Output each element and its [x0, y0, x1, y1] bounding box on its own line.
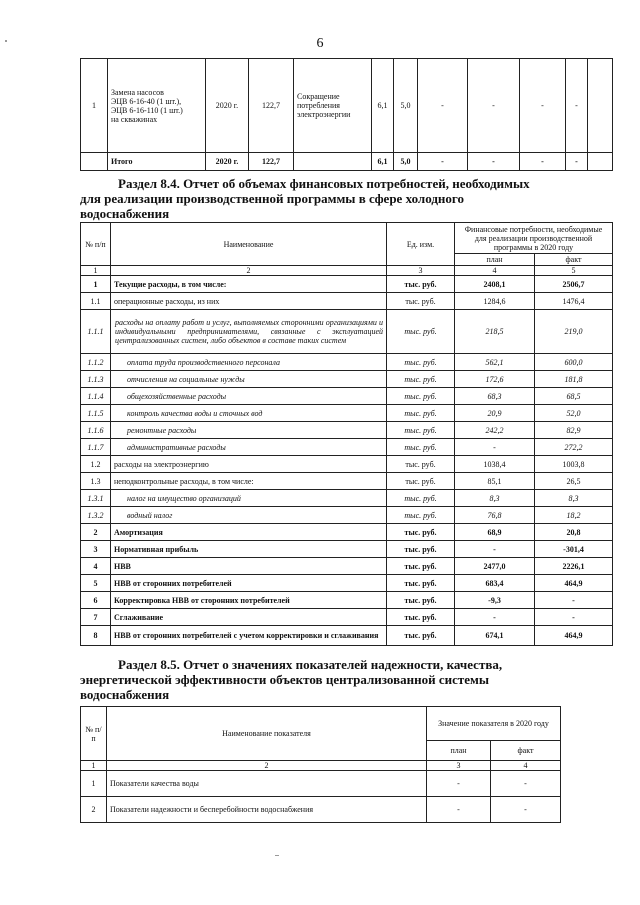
- row-num: 7: [81, 609, 111, 626]
- plan-value: -: [427, 797, 491, 823]
- dash-3: -: [520, 59, 566, 153]
- plan-value: -: [427, 771, 491, 797]
- col-number: 1: [81, 761, 107, 771]
- table-row: [81, 797, 561, 823]
- plan-value: 683,4: [455, 575, 535, 592]
- plan-value: 85,1: [455, 473, 535, 490]
- col-number: 1: [81, 266, 111, 276]
- row-unit: тыс. руб.: [387, 405, 455, 422]
- scan-mark: [275, 855, 279, 856]
- table-row: [81, 507, 613, 524]
- row-unit: тыс. руб.: [387, 310, 455, 354]
- row-unit: тыс. руб.: [387, 524, 455, 541]
- plan-value: 20,9: [455, 405, 535, 422]
- plan-value: 218,5: [455, 310, 535, 354]
- row-name: неподконтрольные расходы, в том числе:: [111, 473, 387, 490]
- plan-value: 172,6: [455, 371, 535, 388]
- row-unit: тыс. руб.: [387, 276, 455, 293]
- indicator-name: Показатели качества воды: [107, 771, 427, 797]
- row-num: 1.1.5: [81, 405, 111, 422]
- table-row: [81, 592, 613, 609]
- row-name: отчисления на социальные нужды: [111, 371, 387, 388]
- total-v2: 5,0: [394, 153, 418, 171]
- row-name: Амортизация: [111, 524, 387, 541]
- table-row: [81, 541, 613, 558]
- header-name: Наименование показателя: [107, 707, 427, 761]
- row-name: контроль качества воды и сточных вод: [111, 405, 387, 422]
- row-name: оплата труда производственного персонала: [111, 354, 387, 371]
- header-plan: план: [427, 741, 491, 761]
- row-name: налог на имущество организаций: [111, 490, 387, 507]
- col-number: 3: [427, 761, 491, 771]
- row-name: расходы на электроэнергию: [111, 456, 387, 473]
- table-row: [81, 293, 613, 310]
- fact-value: 219,0: [535, 310, 613, 354]
- row-unit: тыс. руб.: [387, 354, 455, 371]
- table-row: [81, 558, 613, 575]
- table-row: [81, 456, 613, 473]
- plan-value: 674,1: [455, 626, 535, 646]
- empty-cell: [81, 153, 108, 171]
- table-row: [81, 276, 613, 293]
- table-row: [81, 771, 561, 797]
- table-row: [81, 490, 613, 507]
- row-num: 1.1.1: [81, 310, 111, 354]
- total-amount: 122,7: [249, 153, 294, 171]
- row-name: административные расходы: [111, 439, 387, 456]
- row-unit: тыс. руб.: [387, 609, 455, 626]
- fact-value: 8,3: [535, 490, 613, 507]
- table-row: [81, 371, 613, 388]
- fact-value: 26,5: [535, 473, 613, 490]
- row-unit: тыс. руб.: [387, 388, 455, 405]
- plan-value: -9,3: [455, 592, 535, 609]
- table-row: [81, 388, 613, 405]
- row-unit: тыс. руб.: [387, 592, 455, 609]
- dash-4: -: [566, 59, 588, 153]
- table-row: [81, 473, 613, 490]
- col-number: 2: [111, 266, 387, 276]
- row-unit: тыс. руб.: [387, 541, 455, 558]
- row-num: 6: [81, 592, 111, 609]
- row-num: 1.3.2: [81, 507, 111, 524]
- investment-table: [80, 58, 613, 171]
- column-numbers-row: [81, 761, 561, 771]
- fact-value: 2506,7: [535, 276, 613, 293]
- plan-value: 562,1: [455, 354, 535, 371]
- row-num: 8: [81, 626, 111, 646]
- row-num: 5: [81, 575, 111, 592]
- fact-value: -: [535, 592, 613, 609]
- table-row: [81, 524, 613, 541]
- row-unit: тыс. руб.: [387, 371, 455, 388]
- row-unit: тыс. руб.: [387, 293, 455, 310]
- plan-value: -: [455, 609, 535, 626]
- fact-value: 1476,4: [535, 293, 613, 310]
- row-name: операционные расходы, из них: [111, 293, 387, 310]
- section-8-4-title: Раздел 8.4. Отчет об объемах финансовых потребностей, необходимых для реализации производственной программы в сфере холодного водоснабжения: [80, 176, 530, 221]
- plan-value: 76,8: [455, 507, 535, 524]
- row-name: ремонтные расходы: [111, 422, 387, 439]
- plan-value: 2477,0: [455, 558, 535, 575]
- col-number: 4: [491, 761, 561, 771]
- financial-needs-table: [80, 222, 613, 646]
- row-name: НВВ: [111, 558, 387, 575]
- empty-cell: [588, 59, 613, 153]
- col-number: 2: [107, 761, 427, 771]
- fact-value: -: [535, 609, 613, 626]
- total-label: Итого: [108, 153, 206, 171]
- row-num: 1.1.4: [81, 388, 111, 405]
- row-num: 1.1: [81, 293, 111, 310]
- total-d1: -: [418, 153, 468, 171]
- fact-value: 181,8: [535, 371, 613, 388]
- table-body: [81, 276, 613, 646]
- row-unit: тыс. руб.: [387, 558, 455, 575]
- page-number: 6: [316, 36, 324, 51]
- table-row: [81, 405, 613, 422]
- fact-value: 272,2: [535, 439, 613, 456]
- indicator-name: Показатели надежности и бесперебойности водоснабжения: [107, 797, 427, 823]
- row-name: Сглаживание: [111, 609, 387, 626]
- plan-value: 68,3: [455, 388, 535, 405]
- fact-value: 20,8: [535, 524, 613, 541]
- row-num: 1.3: [81, 473, 111, 490]
- row-num: 1.2: [81, 456, 111, 473]
- row-unit: тыс. руб.: [387, 439, 455, 456]
- row-unit: тыс. руб.: [387, 473, 455, 490]
- table-row: [81, 609, 613, 626]
- fact-value: -301,4: [535, 541, 613, 558]
- row-num: 1.1.7: [81, 439, 111, 456]
- header-unit: Ед. изм.: [387, 223, 455, 266]
- fact-value: 464,9: [535, 626, 613, 646]
- dash-2: -: [468, 59, 520, 153]
- fact-value: 2226,1: [535, 558, 613, 575]
- table-row: [81, 59, 613, 153]
- row-num: 1.3.1: [81, 490, 111, 507]
- row-name: НВВ от сторонних потребителей с учетом корректировки и сглаживания: [111, 626, 387, 646]
- section-8-5-title: Раздел 8.5. Отчет о значениях показателей надежности, качества, энергетической эффективности объектов централизованной системы водоснабжения: [80, 657, 503, 702]
- row-unit: тыс. руб.: [387, 626, 455, 646]
- empty-cell: [588, 153, 613, 171]
- fact-value: 82,9: [535, 422, 613, 439]
- table-header: [81, 223, 613, 254]
- empty-cell: [294, 153, 372, 171]
- row-num: 1.1.3: [81, 371, 111, 388]
- row-num: 1.1.6: [81, 422, 111, 439]
- fact-value: 600,0: [535, 354, 613, 371]
- measure-name: Замена насосов ЭЦВ 6-16-40 (1 шт.), ЭЦВ 6-16-110 (1 шт.) на скважинах: [108, 59, 206, 153]
- row-num: 4: [81, 558, 111, 575]
- total-v1: 6,1: [372, 153, 394, 171]
- fact-value: 18,2: [535, 507, 613, 524]
- plan-value: 8,3: [455, 490, 535, 507]
- effect: Сокращение потребления электроэнергии: [294, 59, 372, 153]
- row-unit: тыс. руб.: [387, 507, 455, 524]
- fact-value: 1003,8: [535, 456, 613, 473]
- header-value: Значение показателя в 2020 году: [427, 707, 561, 741]
- table-row: [81, 626, 613, 646]
- row-name: Текущие расходы, в том числе:: [111, 276, 387, 293]
- row-num: 1.1.2: [81, 354, 111, 371]
- plan-value: -: [455, 541, 535, 558]
- table-header: [81, 707, 561, 741]
- row-name: водный налог: [111, 507, 387, 524]
- header-plan: план: [455, 254, 535, 266]
- row-name: Корректировка НВВ от сторонних потребителей: [111, 592, 387, 609]
- row-unit: тыс. руб.: [387, 575, 455, 592]
- header-fact: факт: [491, 741, 561, 761]
- header-num: № п/п: [81, 223, 111, 266]
- amount: 122,7: [249, 59, 294, 153]
- col-number: 3: [387, 266, 455, 276]
- row-name: расходы на оплату работ и услуг, выполняемых сторонними организациями и индивидуальными предпринимателями, связанные с эксплуатацией централизованных систем, либо объектов в составе таких систем: [111, 310, 387, 354]
- table-row: [81, 439, 613, 456]
- total-year: 2020 г.: [206, 153, 249, 171]
- row-unit: тыс. руб.: [387, 456, 455, 473]
- row-num: 1: [81, 276, 111, 293]
- total-d2: -: [468, 153, 520, 171]
- plan-value: 68,9: [455, 524, 535, 541]
- plan-value: 2408,1: [455, 276, 535, 293]
- row-num: 2: [81, 797, 107, 823]
- row-num: 2: [81, 524, 111, 541]
- col-number: 5: [535, 266, 613, 276]
- value-2: 5,0: [394, 59, 418, 153]
- fact-value: 52,0: [535, 405, 613, 422]
- value-1: 6,1: [372, 59, 394, 153]
- header-num: № п/п: [81, 707, 107, 761]
- fact-value: 464,9: [535, 575, 613, 592]
- indicators-table: [80, 706, 561, 823]
- table-row: [81, 354, 613, 371]
- row-unit: тыс. руб.: [387, 490, 455, 507]
- plan-value: 242,2: [455, 422, 535, 439]
- row-name: Нормативная прибыль: [111, 541, 387, 558]
- header-name: Наименование: [111, 223, 387, 266]
- total-d3: -: [520, 153, 566, 171]
- plan-value: 1284,6: [455, 293, 535, 310]
- plan-value: 1038,4: [455, 456, 535, 473]
- year: 2020 г.: [206, 59, 249, 153]
- row-num: 1: [81, 771, 107, 797]
- table-row: [81, 310, 613, 354]
- total-d4: -: [566, 153, 588, 171]
- plan-value: -: [455, 439, 535, 456]
- fact-value: -: [491, 797, 561, 823]
- row-name: общехозяйственные расходы: [111, 388, 387, 405]
- table-row: [81, 422, 613, 439]
- total-row: [81, 153, 613, 171]
- fact-value: 68,5: [535, 388, 613, 405]
- table-row: [81, 575, 613, 592]
- header-fin-needs: Финансовые потребности, необходимые для реализации производственной программы в 2020 году: [455, 223, 613, 254]
- fact-value: -: [491, 771, 561, 797]
- column-numbers-row: [81, 266, 613, 276]
- col-number: 4: [455, 266, 535, 276]
- row-name: НВВ от сторонних потребителей: [111, 575, 387, 592]
- row-num: 1: [81, 59, 108, 153]
- row-unit: тыс. руб.: [387, 422, 455, 439]
- dash-1: -: [418, 59, 468, 153]
- row-num: 3: [81, 541, 111, 558]
- header-fact: факт: [535, 254, 613, 266]
